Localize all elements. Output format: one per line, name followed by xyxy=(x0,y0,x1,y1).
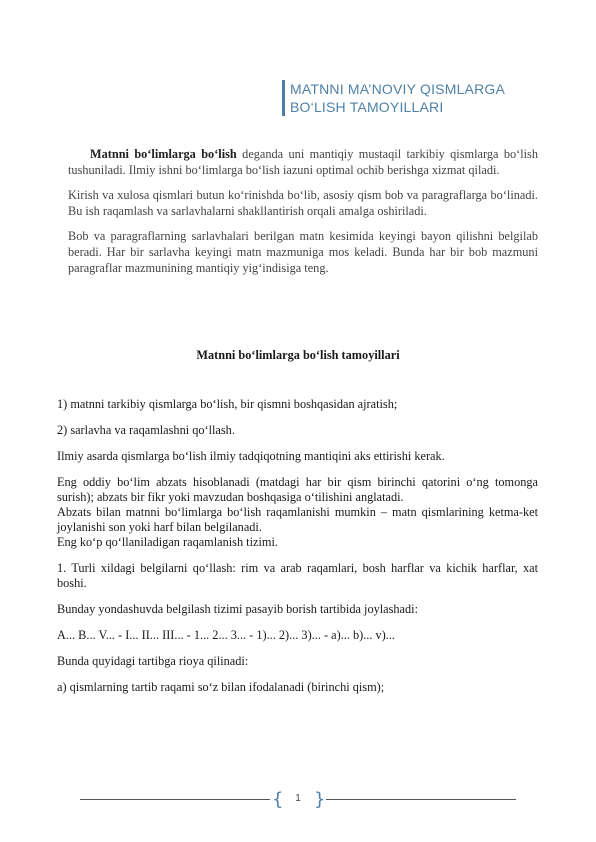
paragraph-bunday: Bunday yondashuvda belgilash tizimi pasayib borish tartibida joylashadi: xyxy=(57,602,418,616)
page-footer xyxy=(80,790,516,810)
paragraph-sequence: A... B... V... - I... II... III... - 1... 2... 3... - 1)... 2)... 3)... - a)... b)... v)... xyxy=(57,628,395,642)
left-bracket-icon: { xyxy=(272,789,284,810)
title-line-1: MATNNI MA’NOVIY QISMLARGA xyxy=(290,81,506,97)
right-bracket-icon: } xyxy=(314,789,326,810)
paragraph-turli: 1. Turli xildagi belgilarni qo‘llash: rim va arab raqamlari, bosh harflar va kichik harflar, xat boshi. xyxy=(57,561,538,590)
footer-rule-left xyxy=(80,799,270,800)
paragraph-a: a) qismlarning tartib raqami so‘z bilan ifodalanadi (birinchi qism); xyxy=(57,680,385,694)
section-heading: Matnni bo‘limlarga bo‘lish tamoyillari xyxy=(196,348,400,362)
paragraph-abzats-1: Eng oddiy bo‘lim abzats hisoblanadi (matdagi har bir qism birinchi qatorini o‘ng tomonga surish); abzats bir fikr yoki mavzudan boshqasiga o‘tilishini anglatadi. xyxy=(57,475,538,504)
intro-paragraph-1 xyxy=(68,146,538,178)
paragraph-abzats-2: Abzats bilan matnni bo‘limlarga bo‘lish raqamlanishi mumkin – matn qismlarining ketma-ket joylanishi son yoki harf bilan belgilanadi. xyxy=(57,505,538,534)
body-section xyxy=(57,397,538,706)
title-line-2: BO‘LISH TAMOYILLARI xyxy=(290,99,444,115)
page-number: 1 xyxy=(295,793,301,804)
intro-definition: deganda uni mantiqiy mustaqil tarkibiy qismlarga bo‘lish tushuniladi. Ilmiy ishni bo‘limlarga bo‘lish iazuni optimal ochib berishga xizmat qiladi. xyxy=(68,147,538,177)
list-item-1: 1) matnni tarkibiy qismlarga bo‘lish, bir qismni boshqasidan ajratish; xyxy=(57,397,398,411)
paragraph-abzats-3: Eng ko‘p qo‘llaniladigan raqamlanish tizimi. xyxy=(57,535,278,549)
footer-rule-right xyxy=(326,799,516,800)
intro-paragraph-3: Bob va paragraflarning sarlavhalari berilgan matn kesimida keyingi bayon qilishni belgilab beradi. Har bir sarlavha keyingi matn mazmuniga mos keladi. Bunda har bir bob mazmuni paragraflar mazmunining mantiqiy yig‘indisiga teng. xyxy=(68,229,538,275)
paragraph-quyidagi: Bunda quyidagi tartibga rioya qilinadi: xyxy=(57,654,249,668)
intro-section xyxy=(68,146,538,285)
list-item-2: 2) sarlavha va raqamlashni qo‘llash. xyxy=(57,423,235,437)
intro-term: Matnni bo‘limlarga bo‘lish xyxy=(90,147,237,161)
intro-paragraph-2: Kirish va xulosa qismlari butun ko‘rinishda bo‘lib, asosiy qism bob va paragraflarga bo‘linadi. Bu ish raqamlash va sarlavhalarni shakllantirish orqali amalga oshiriladi. xyxy=(68,188,538,218)
document-title xyxy=(282,80,560,116)
paragraph-logic: Ilmiy asarda qismlarga bo‘lish ilmiy tadqiqotning mantiqini aks ettirishi kerak. xyxy=(57,449,445,463)
